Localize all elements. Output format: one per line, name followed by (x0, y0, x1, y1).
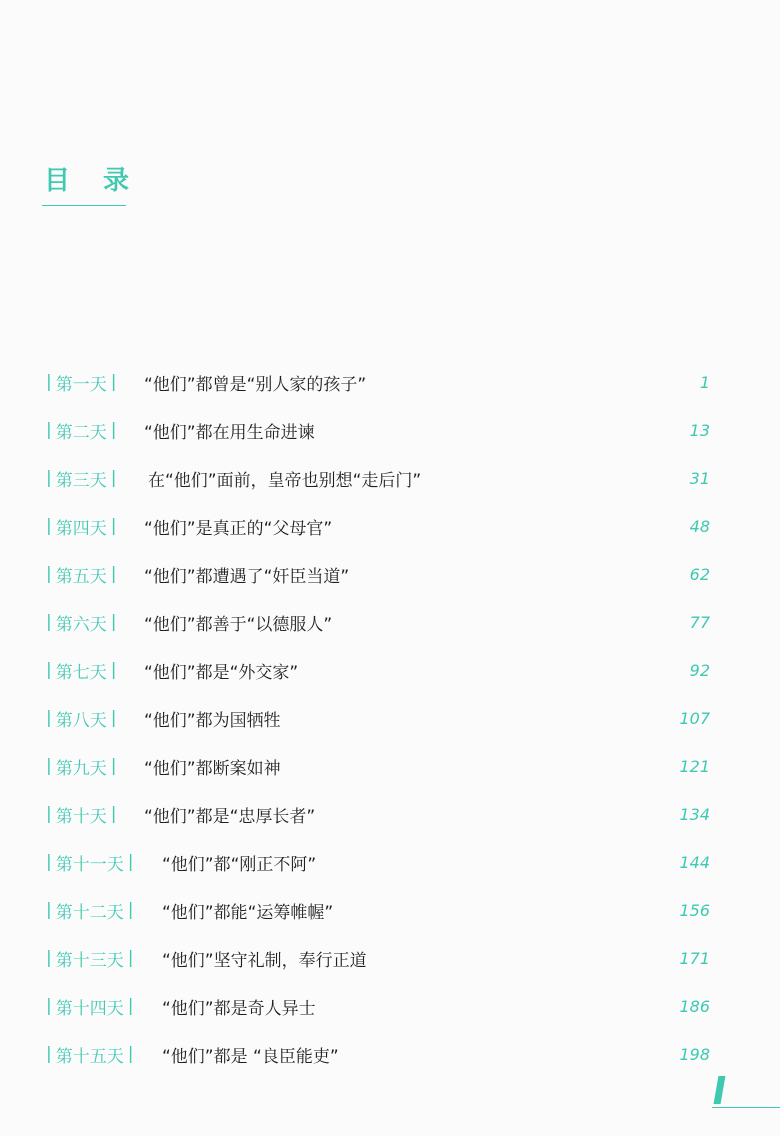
toc-entry[interactable] (0, 886, 780, 934)
page-number: 92 (689, 660, 710, 680)
page-number: 186 (679, 996, 710, 1016)
page-number: 198 (679, 1044, 710, 1064)
day-label: | 第十天 | (46, 804, 117, 827)
page-number: 13 (689, 420, 710, 440)
toc-entry[interactable] (0, 550, 780, 598)
day-label: | 第十四天 | (46, 996, 134, 1019)
toc-entry[interactable] (0, 838, 780, 886)
page-number: 107 (679, 708, 710, 728)
chapter-title: “他们”都能“运筹帷幄” (162, 902, 334, 923)
title-underline (42, 205, 126, 206)
page-number: 62 (689, 564, 710, 584)
page-number: 134 (679, 804, 710, 824)
chapter-title: “他们”都遭遇了“奸臣当道” (144, 566, 350, 587)
toc-entry[interactable] (0, 1030, 780, 1078)
day-label: | 第十三天 | (46, 948, 134, 971)
page-number: 48 (689, 516, 710, 536)
page-corner-rule (712, 1107, 780, 1108)
page-number: 156 (679, 900, 710, 920)
chapter-title: “他们”坚守礼制，奉行正道 (162, 950, 367, 971)
day-label: | 第四天 | (46, 516, 117, 539)
toc-entry[interactable] (0, 406, 780, 454)
toc-title: 目 录 (44, 166, 142, 196)
toc-entry[interactable] (0, 598, 780, 646)
chapter-title: “他们”都是“外交家” (144, 662, 299, 683)
day-label: | 第九天 | (46, 756, 117, 779)
toc-entry[interactable] (0, 742, 780, 790)
chapter-title: “他们”都曾是“别人家的孩子” (144, 374, 367, 395)
toc-entry[interactable] (0, 982, 780, 1030)
toc-entry[interactable] (0, 646, 780, 694)
page-number: 171 (679, 948, 710, 968)
chapter-title: “他们”都善于“以德服人” (144, 614, 333, 635)
page-number: 31 (689, 468, 710, 488)
day-label: | 第十五天 | (46, 1044, 134, 1067)
day-label: | 第七天 | (46, 660, 117, 683)
day-label: | 第八天 | (46, 708, 117, 731)
chapter-title: “他们”都是 “良臣能吏” (162, 1046, 339, 1067)
toc-entry[interactable] (0, 454, 780, 502)
day-label: | 第五天 | (46, 564, 117, 587)
day-label: | 第一天 | (46, 372, 117, 395)
chapter-title: “他们”都是奇人异士 (162, 998, 316, 1019)
page-number: 121 (679, 756, 710, 776)
toc-entry[interactable] (0, 358, 780, 406)
chapter-title: “他们”都“刚正不阿” (162, 854, 317, 875)
page-number: 144 (679, 852, 710, 872)
toc-entry[interactable] (0, 790, 780, 838)
day-label: | 第二天 | (46, 420, 117, 443)
toc-entry[interactable] (0, 502, 780, 550)
chapter-title: 在“他们”面前，皇帝也别想“走后门” (148, 470, 422, 491)
chapter-title: “他们”是真正的“父母官” (144, 518, 333, 539)
page-number: 1 (699, 372, 710, 392)
day-label: | 第六天 | (46, 612, 117, 635)
day-label: | 第十二天 | (46, 900, 134, 923)
day-label: | 第十一天 | (46, 852, 134, 875)
toc-entry[interactable] (0, 694, 780, 742)
page-number: 77 (689, 612, 710, 632)
page-corner-mark (714, 1076, 726, 1104)
day-label: | 第三天 | (46, 468, 117, 491)
toc-entry[interactable] (0, 934, 780, 982)
chapter-title: “他们”都在用生命进谏 (144, 422, 315, 443)
chapter-title: “他们”都为国牺牲 (144, 710, 281, 731)
chapter-title: “他们”都断案如神 (144, 758, 281, 779)
chapter-title: “他们”都是“忠厚长者” (144, 806, 316, 827)
